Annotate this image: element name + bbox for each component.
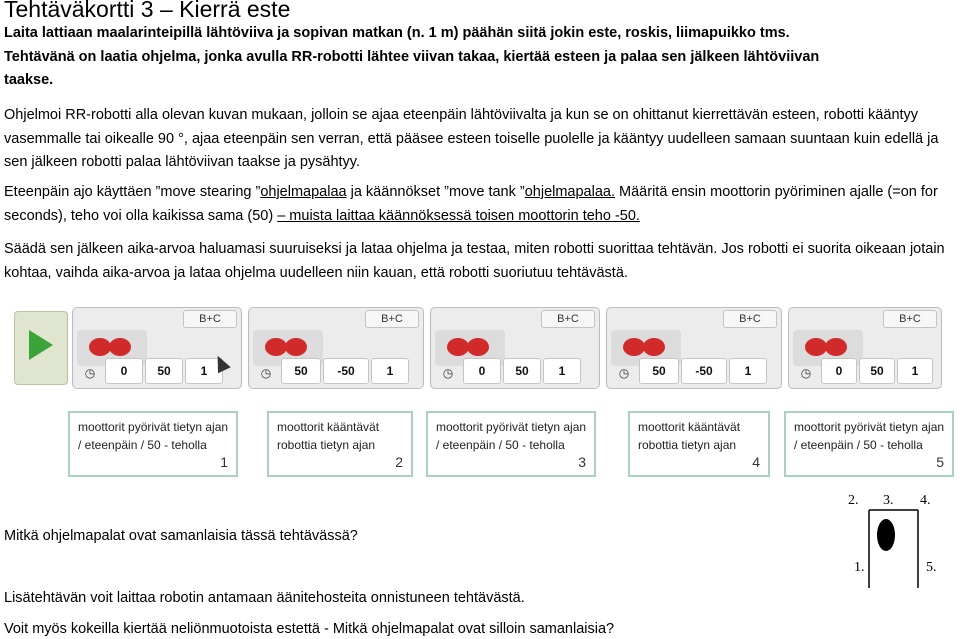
callout-number: 4	[752, 453, 760, 470]
param-seconds[interactable]: 1	[371, 358, 409, 384]
mode-selector[interactable]: ◷	[618, 366, 630, 380]
play-icon	[29, 330, 53, 360]
param-seconds[interactable]: 1	[185, 358, 223, 384]
param-left-power[interactable]: 50	[639, 358, 679, 384]
mode-selector[interactable]: ◷	[800, 366, 812, 380]
ev3-program-strip	[14, 307, 942, 389]
callout-2	[267, 411, 413, 477]
route-label-5: 5.	[926, 560, 937, 575]
question-2: Voit myös kokeilla kiertää neliönmuotoista estettä - Mitkä ohjelmapalat ovat silloin samanlaisia?	[4, 621, 615, 637]
mode-selector[interactable]: ◷	[260, 366, 272, 380]
move-block-4[interactable]	[606, 307, 782, 389]
move-block-3[interactable]	[430, 307, 600, 389]
move-block-2[interactable]	[248, 307, 424, 389]
route-label-1: 1.	[854, 560, 865, 575]
move-block-5[interactable]	[788, 307, 942, 389]
para2-part-f: – muista laittaa käännöksessä toisen moottorin teho -50.	[277, 207, 640, 224]
mode-selector[interactable]: ◷	[442, 366, 454, 380]
motor-icon	[825, 338, 847, 356]
param-seconds[interactable]: 1	[729, 358, 767, 384]
instruction-paragraph-1: Ohjelmoi RR-robotti alla olevan kuvan mukaan, jolloin se ajaa eteenpäin lähtöviivalta ja kun se on ohittanut kierrettävän esteen, robotti kääntyy vasemmalle tai oikealle 90 °, ajaa eteenpäin sen verran, että pääsee esteen toiselle puolelle ja kääntyy uudelleen samaan suuntaan kuin edellä ja sen jälkeen robotti palaa lähtöviivan taakse ja pysähtyy.	[4, 107, 939, 170]
param-right-power[interactable]: -50	[323, 358, 369, 384]
motor-icon	[623, 338, 645, 356]
motor-icon	[447, 338, 469, 356]
motor-icon	[265, 338, 287, 356]
intro-line-3: taakse.	[4, 72, 54, 88]
route-diagram	[840, 500, 950, 600]
route-label-4: 4.	[920, 493, 931, 508]
para2-part-b: ohjelmapalaa	[260, 184, 347, 200]
callout-text: moottorit kääntävät robottia tietyn ajan	[277, 420, 380, 452]
param-steering[interactable]: 0	[105, 358, 143, 384]
callout-5	[784, 411, 954, 477]
callout-1	[68, 411, 238, 477]
instruction-paragraph-3: Säädä sen jälkeen aika-arvoa haluamasi suuruiseksi ja lataa ohjelma ja testaa, miten robotti suorittaa tehtävän. Jos robotti ei suorita oikeaan jotain kohtaa, vaihda aika-arvoa ja lataa ohjelma uudelleen niin kauan, että robotti suoriutuu tehtävästä.	[4, 241, 945, 281]
param-power[interactable]: 50	[859, 358, 895, 384]
callout-text: moottorit pyörivät tietyn ajan / eteenpäin / 50 - teholla	[794, 420, 945, 452]
route-label-3: 3.	[883, 493, 894, 508]
motor-icon	[643, 338, 665, 356]
param-seconds[interactable]: 1	[897, 358, 933, 384]
intro-line-1: Laita lattiaan maalarinteipillä lähtöviiva ja sopivan matkan (n. 1 m) päähän siitä jokin este, roskis, liimapuikko tms.	[4, 25, 790, 41]
port-label: B+C	[541, 310, 595, 328]
port-label: B+C	[365, 310, 419, 328]
motor-icon	[109, 338, 131, 356]
param-steering[interactable]: 0	[463, 358, 501, 384]
route-label-2: 2.	[848, 493, 859, 508]
para2-part-c: ja käännökset ”move tank ”	[346, 184, 525, 200]
para2-part-a: Eteenpäin ajo käyttäen ”move stearing ”	[4, 184, 261, 200]
motor-icon	[285, 338, 307, 356]
page-title: Tehtäväkortti 3 – Kierrä este	[4, 0, 291, 22]
callout-number: 5	[936, 453, 944, 470]
callout-3	[426, 411, 596, 477]
callout-number: 2	[395, 453, 403, 470]
motor-icon	[805, 338, 827, 356]
port-label: B+C	[723, 310, 777, 328]
param-seconds[interactable]: 1	[543, 358, 581, 384]
callout-number: 3	[578, 453, 586, 470]
callout-text: moottorit pyörivät tietyn ajan / eteenpäin / 50 - teholla	[436, 420, 587, 452]
question-1: Mitkä ohjelmapalat ovat samanlaisia tässä tehtävässä?	[4, 528, 358, 544]
param-power[interactable]: 50	[145, 358, 183, 384]
obstacle-icon	[877, 519, 895, 551]
para2-part-e: Määritä ensin moottorin pyöriminen ajalle (=on for seconds), teho voi olla kaikissa sama (50)	[4, 184, 938, 224]
motor-icon	[89, 338, 111, 356]
bonus-task: Lisätehtävän voit laittaa robotin antamaan äänitehosteita onnistuneen tehtävästä.	[4, 590, 525, 606]
intro-line-2: Tehtävänä on laatia ohjelma, jonka avulla RR-robotti lähtee viivan takaa, kiertää esteen ja palaa sen jälkeen lähtöviivan	[4, 49, 820, 65]
para2-part-d: ohjelmapalaa.	[524, 184, 616, 200]
motor-icon	[467, 338, 489, 356]
start-block[interactable]	[14, 311, 68, 385]
instruction-paragraph-2	[4, 181, 954, 228]
mode-selector[interactable]: ◷	[84, 366, 96, 380]
move-block-1[interactable]	[72, 307, 242, 389]
param-right-power[interactable]: -50	[681, 358, 727, 384]
param-left-power[interactable]: 50	[281, 358, 321, 384]
port-label: B+C	[183, 310, 237, 328]
callout-text: moottorit kääntävät robottia tietyn ajan	[638, 420, 741, 452]
callout-text: moottorit pyörivät tietyn ajan / eteenpäin / 50 - teholla	[78, 420, 229, 452]
param-power[interactable]: 50	[503, 358, 541, 384]
port-label: B+C	[883, 310, 937, 328]
param-steering[interactable]: 0	[821, 358, 857, 384]
callout-number: 1	[220, 453, 228, 470]
callout-4	[628, 411, 770, 477]
